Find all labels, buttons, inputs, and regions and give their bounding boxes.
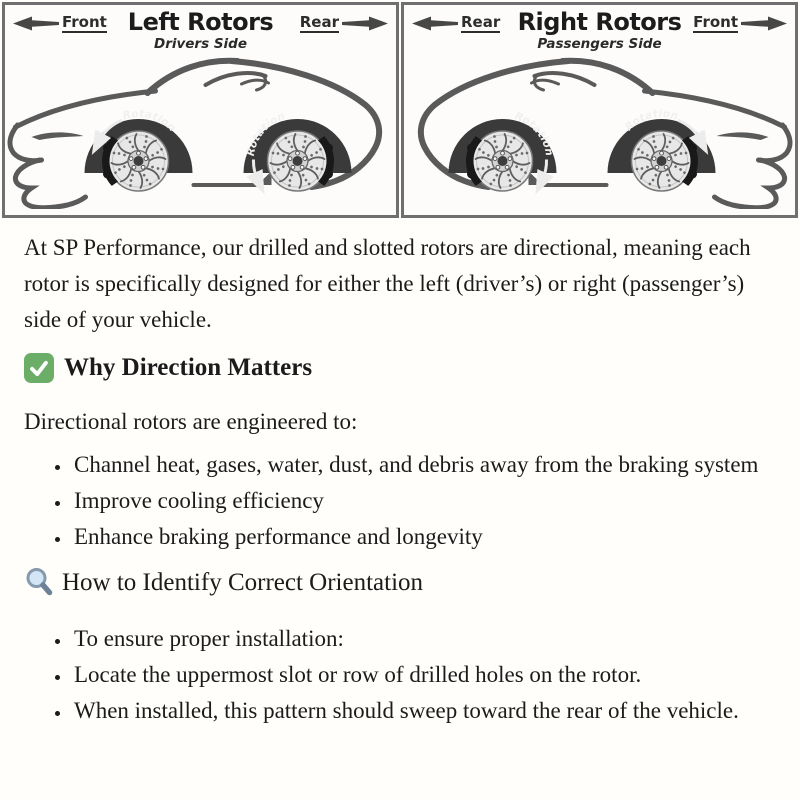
why-direction-matters-heading <box>24 352 778 383</box>
list-item: • Improve cooling efficiency <box>72 483 778 519</box>
front-direction-label <box>693 14 787 33</box>
car-illustration-right <box>404 57 795 209</box>
list-item: • To ensure proper installation: <box>72 621 778 657</box>
panel-title: Right Rotors <box>517 8 682 36</box>
intro-paragraph: At SP Performance, our drilled and slotted rotors are directional, meaning each rotor is specifically designed for either the left (driver’s) or right (passenger’s) side of your vehicle. <box>24 235 751 332</box>
direction-text: Front <box>62 13 107 31</box>
list-item: • Enhance braking performance and longevity <box>72 519 778 555</box>
panel-title: Left Rotors <box>127 8 274 36</box>
panel-left-rotors <box>2 2 399 218</box>
article-body <box>0 230 800 729</box>
heading-text: Why Direction Matters <box>64 354 313 381</box>
right-arrow-icon <box>741 16 787 31</box>
list-item: • Channel heat, gases, water, dust, and debris away from the braking system <box>72 447 778 483</box>
heading-text: How to Identify Correct Orientation <box>62 568 424 596</box>
panel-right-rotors <box>401 2 798 218</box>
rotation-label: Rotation <box>121 107 179 135</box>
panel-subtitle: Drivers Side <box>153 36 247 53</box>
list-item: • Locate the uppermost slot or row of drilled holes on the rotor. <box>72 657 778 693</box>
magnifying-glass-icon <box>24 566 54 598</box>
lead-paragraph: Directional rotors are engineered to: <box>24 409 358 435</box>
why-bullet-list <box>24 447 778 555</box>
rotation-label: Rotation <box>622 107 680 134</box>
rear-direction-label <box>300 14 388 33</box>
panel-header <box>404 5 795 57</box>
panel-header <box>5 5 396 57</box>
list-item: • When installed, this pattern should sweep toward the rear of the vehicle. <box>72 693 778 729</box>
rotor-direction-figure <box>0 0 800 218</box>
rotation-label: Rotation <box>244 110 287 158</box>
car-illustration-left <box>5 57 396 209</box>
direction-text: Rear <box>299 13 339 31</box>
check-mark-icon <box>24 353 54 383</box>
direction-text: Rear <box>461 13 501 31</box>
right-arrow-icon <box>342 16 388 31</box>
panel-subtitle: Passengers Side <box>537 36 662 53</box>
how-to-identify-heading <box>24 566 778 598</box>
how-bullet-list <box>24 621 778 729</box>
direction-text: Front <box>693 13 738 31</box>
rotation-label: Rotation <box>513 110 556 158</box>
